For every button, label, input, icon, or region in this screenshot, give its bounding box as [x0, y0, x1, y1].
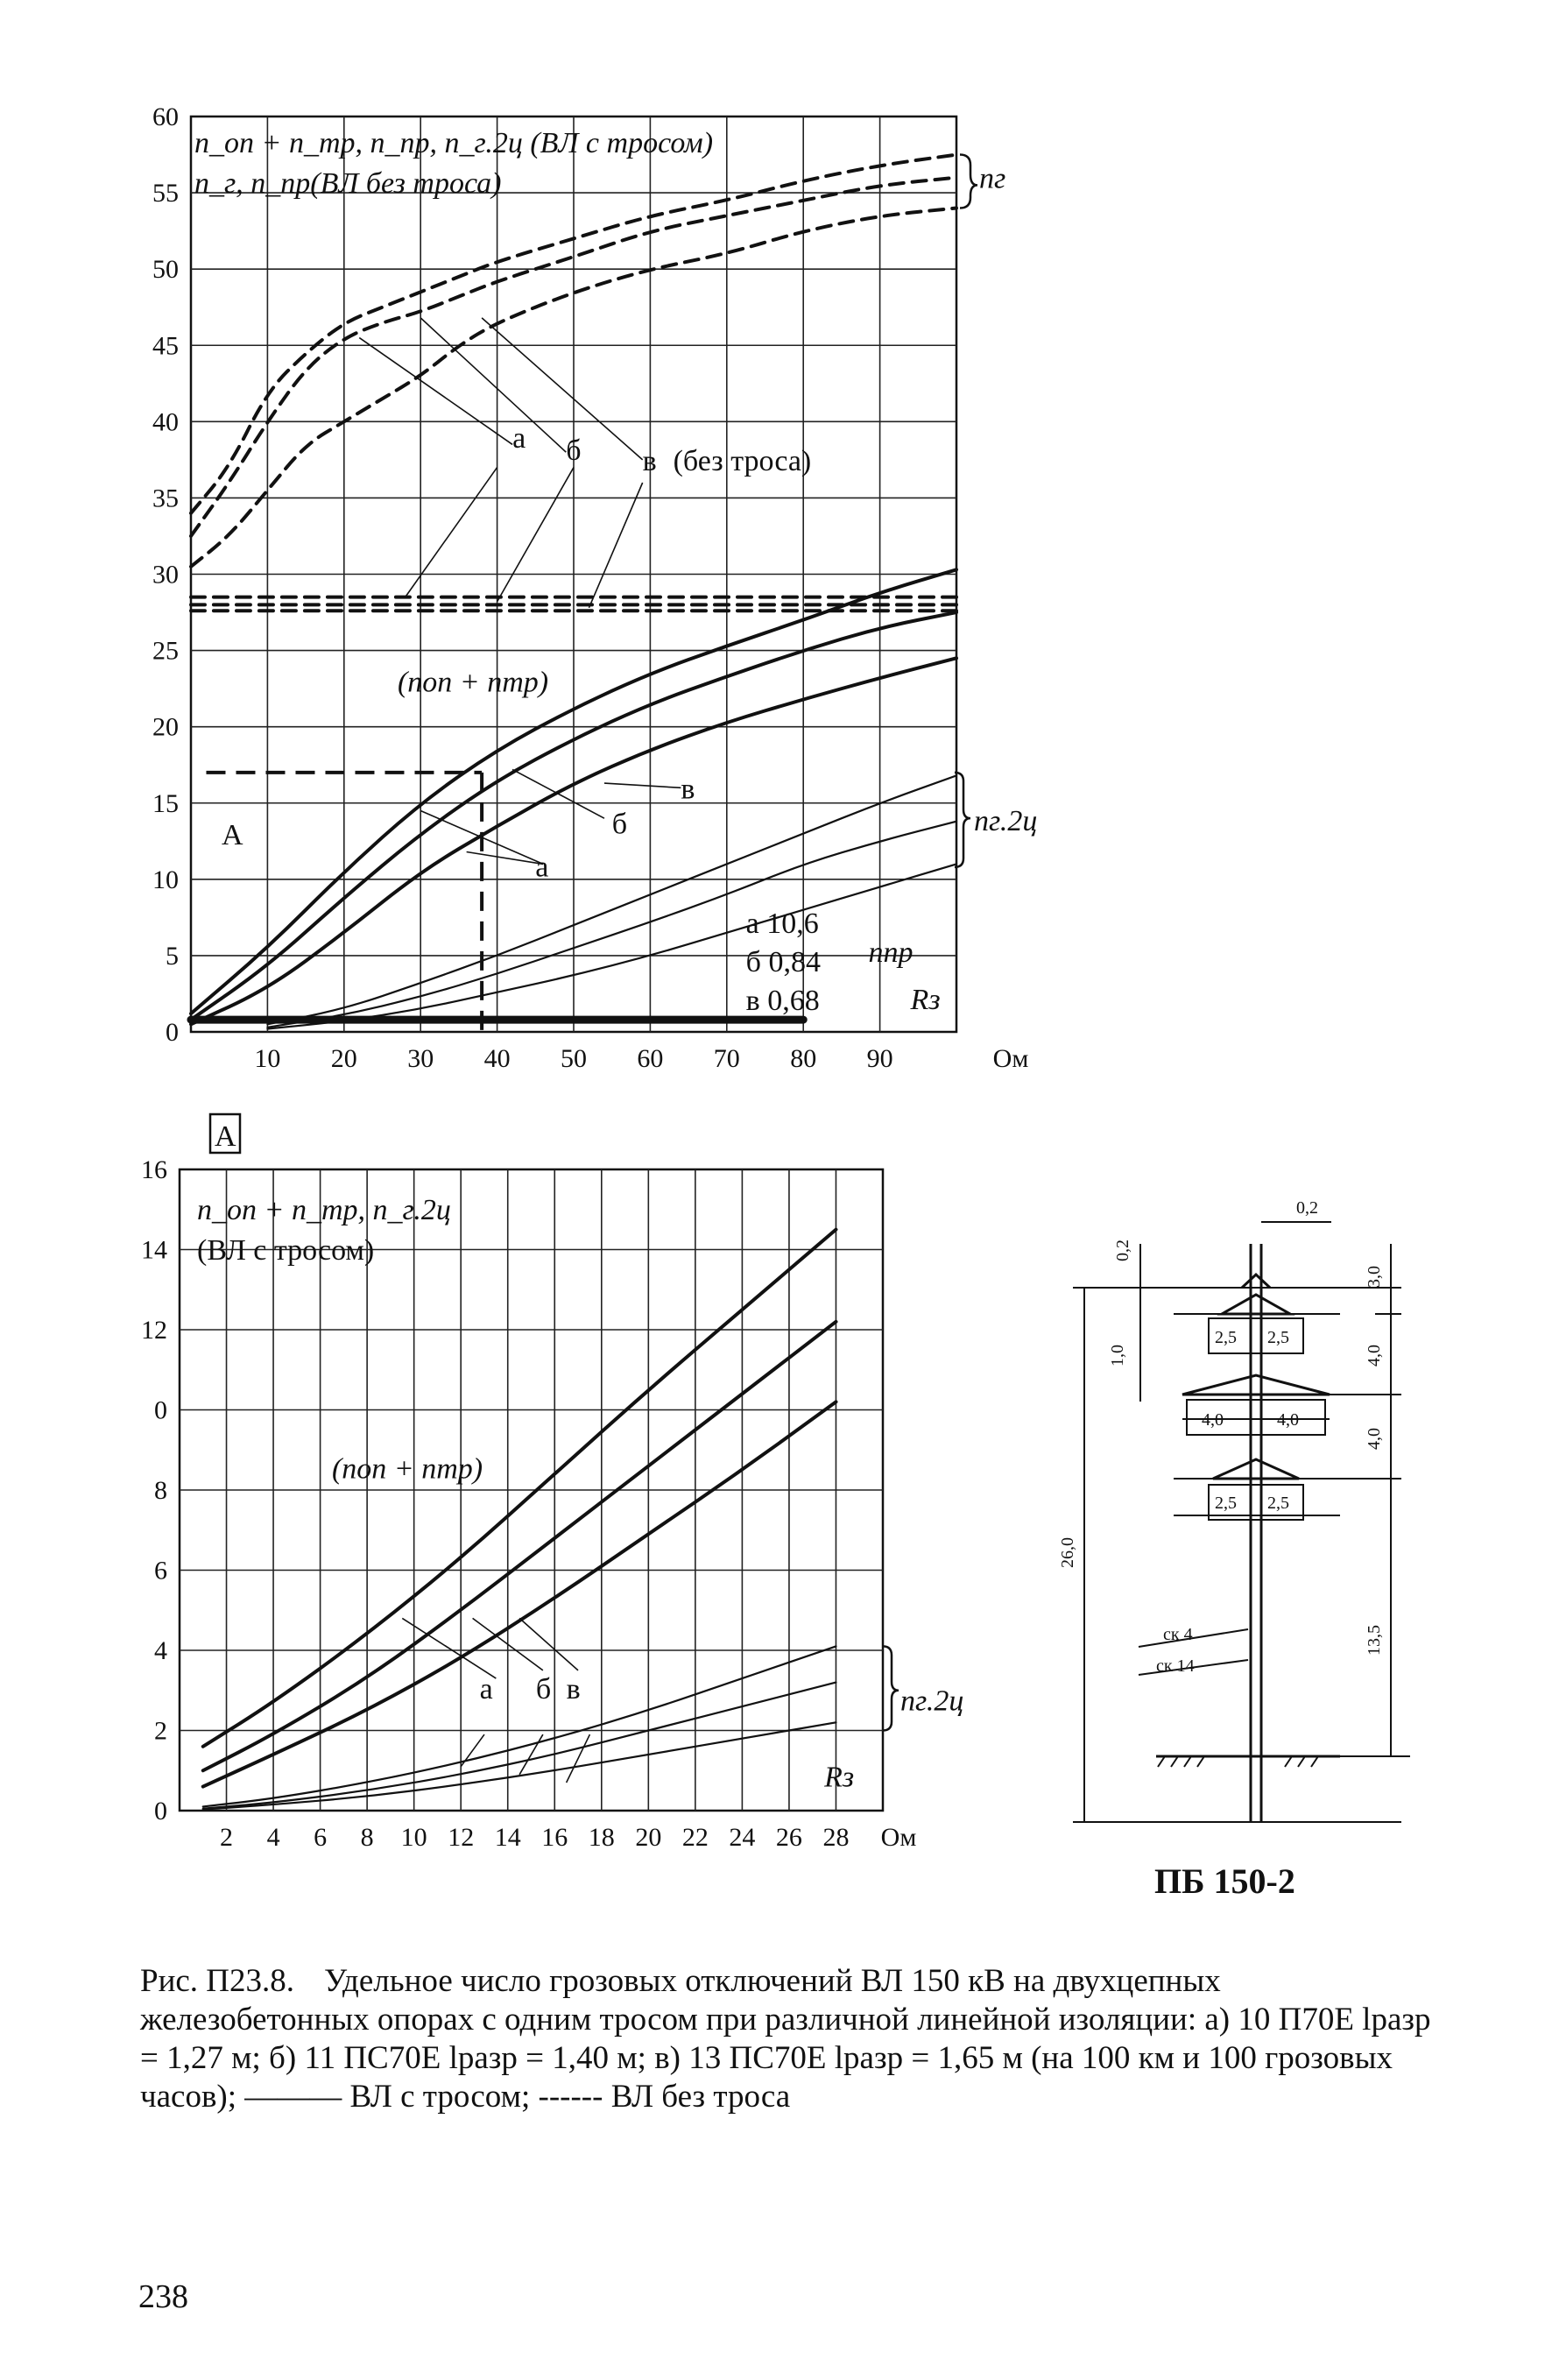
x-tick-label: 4 — [266, 1823, 280, 1852]
x-tick-label: 30 — [407, 1044, 434, 1073]
label-a: а — [535, 851, 549, 884]
x-tick-label: 20 — [330, 1044, 357, 1073]
y-tick-label: 25 — [152, 636, 179, 666]
x-tick-label: 26 — [775, 1823, 802, 1852]
ng-label: nг — [979, 162, 1006, 195]
label-a: а — [512, 421, 526, 455]
y-tick-label: 0 — [154, 1797, 167, 1826]
y-tick-label: 10 — [152, 865, 179, 894]
label-v: в — [642, 445, 657, 478]
tower-dim: 3,0 — [1365, 1266, 1384, 1288]
tower-dim: 26,0 — [1058, 1537, 1077, 1568]
tower-dim: 0,2 — [1296, 1198, 1318, 1218]
y-tick-label: 16 — [141, 1155, 167, 1184]
panel-label: А — [215, 1120, 236, 1153]
page-number: 238 — [138, 2278, 188, 2315]
header-line-2: (ВЛ с тросом) — [197, 1234, 375, 1267]
y-tick-label: 30 — [152, 560, 179, 590]
x-tick-label: 70 — [713, 1044, 740, 1073]
caption-text: Удельное число грозовых отключений ВЛ 150 кВ на двухцепных железобетонных опорах с одним тросом при различной линейной изоляции: а) 10 П70Е lразр = 1,27 м; б) 11 ПС70Е lразр = 1,40 м; в) 13 ПС70Е lразр = 1,65 м (на 100 км и 100 грозовых часов); ——— ВЛ с тросом; ------ ВЛ без троса — [140, 1963, 1431, 2115]
rz-label: Rз — [824, 1761, 855, 1794]
y-tick-label: 0 — [166, 1018, 179, 1047]
y-tick-label: 5 — [166, 941, 179, 971]
y-tick-label: 20 — [152, 712, 179, 742]
tower-dim: 2,5 — [1215, 1494, 1237, 1513]
x-tick-label: 10 — [254, 1044, 281, 1073]
region-a-label: А — [221, 818, 243, 851]
x-tick-label: 10 — [400, 1823, 427, 1852]
nop-ntr-label: (nоп + nтр) — [397, 666, 549, 699]
y-tick-label: 55 — [152, 179, 179, 208]
caption-label: Рис. П23.8. — [140, 1963, 295, 1999]
x-tick-label: 80 — [790, 1044, 817, 1073]
label-b: б — [535, 1672, 552, 1706]
tower-dim: 2,5 — [1215, 1328, 1237, 1347]
header-line-1: n_оп + n_тр, n_пр, n_г.2ц (ВЛ с тросом) — [194, 127, 714, 159]
x-tick-label: 18 — [588, 1823, 615, 1852]
header-line-2: n_г, n_пр(ВЛ без троса) — [194, 167, 502, 200]
nop-ntr-label: (nоп + nтр) — [331, 1452, 483, 1486]
x-tick-label: 12 — [448, 1823, 475, 1852]
y-tick-label: 0 — [154, 1395, 167, 1425]
x-tick-label: 60 — [637, 1044, 664, 1073]
y-tick-label: 35 — [152, 484, 179, 513]
tower-dim: 4,0 — [1277, 1410, 1299, 1430]
x-tick-label: 90 — [866, 1044, 893, 1073]
figure-caption — [140, 1962, 1436, 2116]
tower-dim: 4,0 — [1365, 1428, 1384, 1450]
label-v: в — [566, 1672, 581, 1706]
header-line-1: n_оп + n_тр, n_г.2ц — [197, 1194, 451, 1226]
x-tick-label: 22 — [681, 1823, 709, 1852]
y-tick-label: 15 — [152, 788, 179, 818]
ng2c-label: nг.2ц — [974, 805, 1038, 838]
npr-label: nпр — [868, 936, 914, 969]
npr-value: в 0,68 — [745, 984, 820, 1017]
x-tick-label: Ом — [992, 1044, 1029, 1073]
tower-dim: 4,0 — [1202, 1410, 1224, 1430]
tower-dim: 13,5 — [1365, 1625, 1384, 1656]
x-tick-label: Ом — [880, 1823, 917, 1852]
y-tick-label: 50 — [152, 255, 179, 285]
npr-value: б 0,84 — [745, 945, 821, 978]
y-tick-label: 6 — [154, 1556, 167, 1585]
tower-dim: ск 4 — [1163, 1625, 1193, 1644]
y-tick-label: 40 — [152, 407, 179, 437]
x-tick-label: 40 — [483, 1044, 511, 1073]
tower-dim: 2,5 — [1267, 1328, 1289, 1347]
y-tick-label: 8 — [154, 1476, 167, 1505]
y-tick-label: 2 — [154, 1716, 167, 1746]
y-tick-label: 4 — [154, 1636, 167, 1665]
tower-dim: 4,0 — [1365, 1345, 1384, 1367]
label-v: в — [681, 773, 695, 806]
label-a: а — [479, 1672, 493, 1706]
label-b: б — [611, 808, 628, 841]
tower-dim: 2,5 — [1267, 1494, 1289, 1513]
x-tick-label: 8 — [360, 1823, 374, 1852]
tower-dim: ск 14 — [1156, 1656, 1195, 1676]
y-tick-label: 60 — [152, 102, 179, 131]
x-tick-label: 2 — [220, 1823, 234, 1852]
x-tick-label: 50 — [561, 1044, 587, 1073]
y-tick-label: 12 — [141, 1316, 167, 1345]
label-b: б — [566, 434, 582, 467]
x-tick-label: 6 — [314, 1823, 328, 1852]
x-tick-label: 20 — [635, 1823, 662, 1852]
x-tick-label: 28 — [822, 1823, 850, 1852]
y-tick-label: 14 — [141, 1235, 167, 1265]
x-tick-label: 24 — [729, 1823, 756, 1852]
x-tick-label: 14 — [494, 1823, 521, 1852]
x-tick-label: 16 — [541, 1823, 568, 1852]
tower-dim: 1,0 — [1108, 1345, 1127, 1367]
tower-title: ПБ 150-2 — [1154, 1861, 1295, 1901]
rz-label: Rз — [910, 983, 941, 1016]
npr-value: а 10,6 — [745, 907, 819, 940]
tower-dim: 0,2 — [1113, 1239, 1132, 1261]
y-tick-label: 45 — [152, 331, 179, 361]
label-bez-trosa: (без троса) — [673, 445, 812, 478]
ng2c-label: nг.2ц — [900, 1684, 964, 1718]
